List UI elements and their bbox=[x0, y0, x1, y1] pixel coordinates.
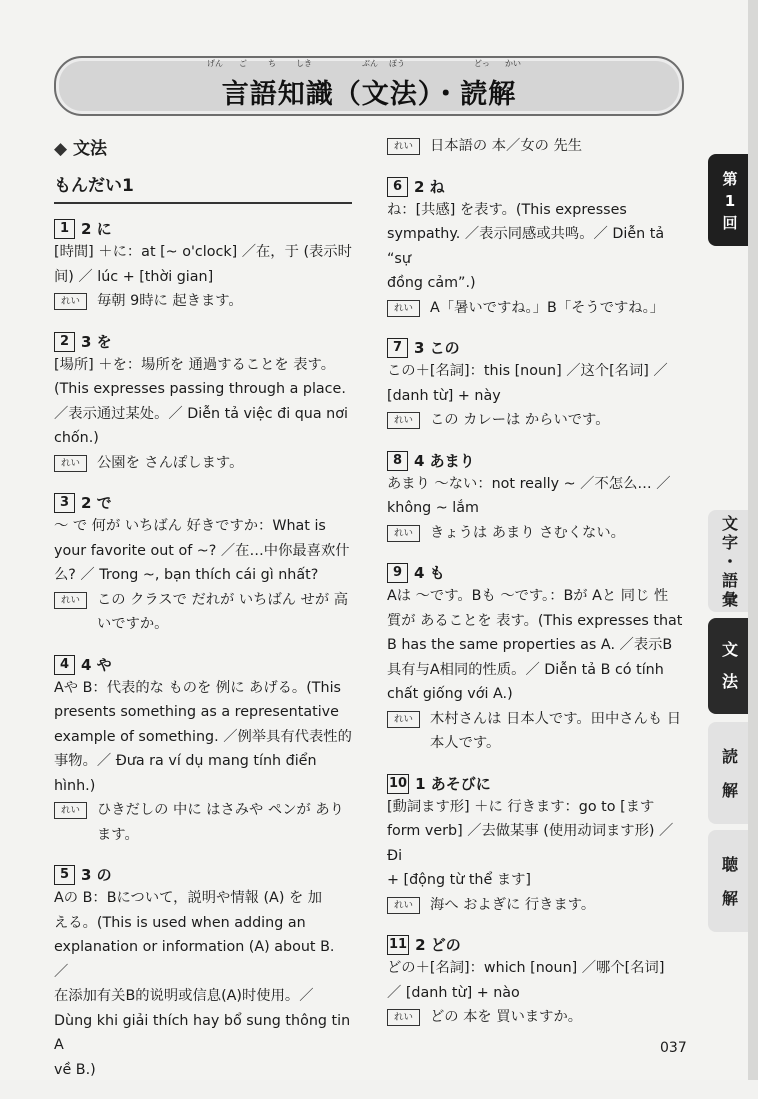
title-ruby: どっ bbox=[474, 59, 490, 68]
example-text: 公園を さんぽします。 bbox=[97, 454, 244, 471]
explanation-line: chất giống với A.) bbox=[387, 686, 513, 702]
page-number: 037 bbox=[660, 1040, 687, 1056]
explanation-line: [danh từ] + này bbox=[387, 387, 501, 404]
title-ruby: ご bbox=[239, 59, 247, 68]
diamond-icon: ◆ bbox=[54, 139, 68, 159]
explanation-line: ／表示通过某处。／ Diễn tả việc đi qua nơi bbox=[54, 405, 348, 422]
answer-entry bbox=[387, 450, 689, 546]
explanation-line: ／ [danh từ] + nào bbox=[387, 984, 520, 1001]
example bbox=[387, 707, 689, 756]
explanation-line: presents something as a representative bbox=[54, 704, 339, 720]
rei-label: れい bbox=[387, 412, 420, 429]
rei-label: れい bbox=[54, 802, 87, 819]
answer-entry bbox=[387, 562, 689, 756]
explanation-line: explanation or information (A) about B. ／ bbox=[54, 939, 335, 980]
answer-label: 2 ね bbox=[414, 177, 445, 196]
explanation-line: về B.) bbox=[54, 1061, 96, 1078]
continued-example bbox=[387, 134, 689, 159]
rei-label: れい bbox=[387, 897, 420, 914]
title-ruby: かい bbox=[505, 59, 521, 68]
explanation-line: ～ で 何が いちばん 好きですか：What is bbox=[54, 518, 326, 534]
answer-entry bbox=[387, 176, 689, 321]
rei-label: れい bbox=[387, 1009, 420, 1026]
explanation-line: あまり ～ない：not really ~ ／不怎么… ／ bbox=[387, 475, 671, 492]
question-number: 3 bbox=[54, 493, 75, 513]
explanation-line: える。(This is used when adding an bbox=[54, 914, 306, 931]
explanation-line: [時間] ＋に：at [~ o'clock] ／在，于 (表示时 bbox=[54, 244, 352, 260]
example bbox=[387, 408, 689, 433]
title-ruby: ぽう bbox=[389, 59, 405, 68]
answer-label: 2 で bbox=[81, 494, 112, 512]
explanation-line: example of something. ／例举具有代表性的 bbox=[54, 728, 352, 745]
title-ruby: げん bbox=[207, 59, 223, 68]
example-text: A「暑いですね。」B「そうですね。」 bbox=[430, 299, 665, 316]
rei-label: れい bbox=[54, 592, 87, 609]
explanation-line: + [động từ thể ます] bbox=[387, 872, 531, 888]
question-number: 8 bbox=[387, 451, 408, 471]
example-text: ひきだしの 中に はさみや ペンが あります。 bbox=[97, 802, 344, 843]
answer-label: 4 あまり bbox=[414, 451, 475, 470]
rei-label: れい bbox=[54, 293, 87, 310]
tab-bunpo[interactable]: 文 法 bbox=[708, 618, 752, 714]
example-text: どの 本を 買いますか。 bbox=[430, 1009, 583, 1025]
explanation-line: この＋[名詞]：this [noun] ／这个[名词] ／ bbox=[387, 363, 668, 379]
tab-chokai[interactable]: 聴 解 bbox=[708, 830, 752, 932]
title-ruby: しき bbox=[296, 59, 312, 68]
page-title: 言語知識（文法）・読解 bbox=[221, 79, 517, 110]
question-number: 2 bbox=[54, 332, 75, 352]
explanation-line: ね：[共感] を表す。(This expresses bbox=[387, 201, 627, 218]
explanation-line: 间) ／ lúc + [thời gian] bbox=[54, 268, 214, 285]
answer-entry bbox=[54, 331, 352, 476]
explanation-line: 么? ／ Trong ~, bạn thích cái gì nhất? bbox=[54, 567, 319, 583]
answer-entry bbox=[54, 492, 352, 637]
answer-entry bbox=[387, 337, 689, 433]
example bbox=[54, 588, 352, 637]
example-text: きょうは あまり さむくない。 bbox=[430, 524, 625, 541]
answer-label: 2 どの bbox=[415, 936, 461, 954]
rei-label: れい bbox=[387, 300, 420, 317]
explanation-line: không ~ lắm bbox=[387, 500, 479, 516]
explanation-line: sympathy. ／表示同感或共鸣。／ Diễn tả “sự bbox=[387, 226, 665, 267]
answer-entry bbox=[54, 864, 352, 1082]
question-number: 6 bbox=[387, 177, 408, 197]
tab-chapter-1[interactable]: 第 1 回 bbox=[708, 154, 752, 246]
explanation-line: Aは ～です。Bも ～です。：Bが Aと 同じ 性 bbox=[387, 588, 669, 604]
explanation-line: your favorite out of ~? ／在…中你最喜欢什 bbox=[54, 542, 350, 559]
explanation-line: form verb] ／去做某事 (使用动词ます形) ／ Đi bbox=[387, 823, 674, 864]
question-number: 5 bbox=[54, 865, 75, 885]
tab-dokkai[interactable]: 読 解 bbox=[708, 722, 752, 824]
example bbox=[387, 134, 689, 159]
explanation-line: どの＋[名詞]：which [noun] ／哪个[名词] bbox=[387, 960, 665, 976]
answer-label: 4 や bbox=[81, 655, 112, 674]
example-text: この カレーは からいです。 bbox=[430, 412, 610, 428]
explanation-line: đồng cảm”.) bbox=[387, 275, 476, 291]
explanation-line: 在添加有关B的说明或信息(A)时使用。／ bbox=[54, 988, 314, 1004]
mondai-heading: もんだい1 bbox=[54, 171, 352, 204]
example-text: 日本語の 本／女の 先生 bbox=[430, 138, 583, 154]
explanation-line: Aや B：代表的な ものを 例に あげる。(This bbox=[54, 679, 342, 696]
rei-label: れい bbox=[54, 455, 87, 472]
question-number: 7 bbox=[387, 338, 408, 358]
title-ruby: ぶん bbox=[362, 59, 378, 68]
page-edge bbox=[748, 0, 758, 1080]
question-number: 11 bbox=[387, 935, 409, 955]
question-number: 10 bbox=[387, 774, 409, 794]
answer-label: 3 を bbox=[81, 332, 112, 351]
example bbox=[54, 798, 352, 847]
example bbox=[387, 1005, 689, 1030]
example-text: 海へ およぎに 行きます。 bbox=[430, 896, 596, 913]
answer-entry bbox=[54, 654, 352, 848]
explanation-line: Dùng khi giải thích hay bổ sung thông tin A bbox=[54, 1012, 351, 1053]
answer-entry bbox=[54, 218, 352, 314]
answer-label: 4 も bbox=[414, 564, 445, 582]
rei-label: れい bbox=[387, 711, 420, 728]
title-ruby: ち bbox=[268, 59, 276, 68]
answer-entry bbox=[387, 934, 689, 1030]
explanation-line: 事物。／ Đưa ra ví dụ mang tính điển hình.) bbox=[54, 753, 317, 794]
rei-label: れい bbox=[387, 525, 420, 542]
explanation-line: 質が あることを 表す。(This expresses that bbox=[387, 612, 683, 629]
section-heading: ◆ 文法 bbox=[54, 139, 107, 159]
rei-label: れい bbox=[387, 138, 420, 155]
example-text: 木村さんは 日本人です。田中さんも 日本人です。 bbox=[430, 710, 681, 751]
question-number: 1 bbox=[54, 219, 75, 239]
answer-label: 3 の bbox=[81, 866, 112, 884]
question-number: 9 bbox=[387, 563, 408, 583]
example-text: この クラスで だれが いちばん せが 高いですか。 bbox=[97, 591, 349, 632]
explanation-line: [動詞ます形] ＋に 行きます：go to [ます bbox=[387, 798, 655, 815]
tab-moji-goi[interactable]: 文 字 ・ 語 彙 bbox=[708, 510, 752, 612]
answer-label: 3 この bbox=[414, 339, 460, 357]
example bbox=[387, 893, 689, 918]
example bbox=[54, 451, 352, 476]
explanation-line: 具有与A相同的性质。／ Diễn tả B có tính bbox=[387, 661, 664, 678]
explanation-line: (This expresses passing through a place. bbox=[54, 381, 346, 397]
explanation-line: B has the same properties as A. ／表示B bbox=[387, 637, 673, 653]
explanation-line: [場所] ＋を：場所を 通過することを 表す。 bbox=[54, 356, 335, 373]
right-column bbox=[387, 134, 689, 1047]
example bbox=[54, 289, 352, 314]
left-column bbox=[54, 134, 352, 1099]
example bbox=[387, 521, 689, 546]
explanation-line: chốn.) bbox=[54, 430, 99, 446]
answer-entry bbox=[387, 773, 689, 918]
answer-label: 2 に bbox=[81, 220, 112, 238]
example bbox=[387, 296, 689, 321]
answer-label: 1 あそびに bbox=[415, 774, 491, 793]
example-text: 毎朝 9時に 起きます。 bbox=[97, 293, 243, 309]
question-number: 4 bbox=[54, 655, 75, 675]
explanation-line: Aの B：Bについて，説明や情報 (A) を 加 bbox=[54, 890, 323, 906]
